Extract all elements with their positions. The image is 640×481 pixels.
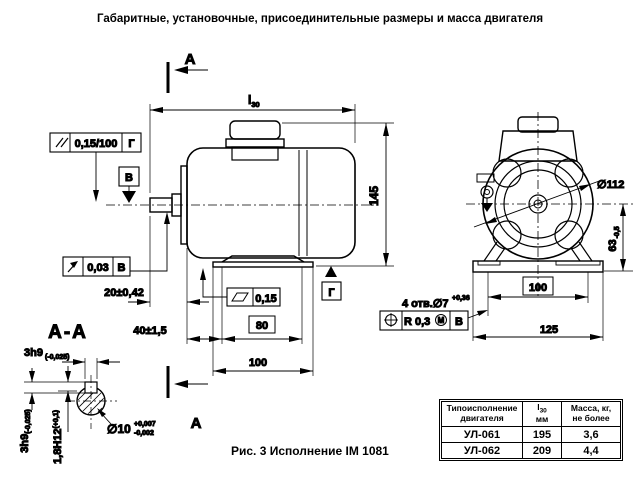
dim-l30-label	[248, 93, 260, 109]
table-row	[442, 443, 621, 459]
col-header-l30-sub: 30	[539, 407, 547, 415]
col-header-l30	[523, 402, 562, 427]
dim-20-label: 20±0,42	[104, 287, 144, 299]
cell-mass: 3,6	[562, 427, 621, 443]
dim-arrowhead-icon	[187, 336, 200, 342]
cell-l30: 195	[523, 427, 562, 443]
cut-label-top: А	[184, 51, 196, 68]
parallelism-value: 0,15/100	[74, 138, 118, 150]
position-tolerance-frame	[380, 295, 488, 330]
datum-triangle-icon	[122, 191, 136, 203]
dim-125-label: 125	[539, 324, 559, 336]
dim-arrowhead-icon	[65, 371, 71, 382]
dim-arrowhead-icon	[579, 184, 591, 191]
foot-plate	[213, 262, 313, 267]
flatness-value: 0,15	[255, 293, 277, 305]
table-row	[442, 427, 621, 443]
dim-arrowhead-icon	[485, 217, 497, 224]
dim-arrowhead-icon	[289, 336, 302, 342]
dim-arrowhead-icon	[575, 294, 588, 300]
dim-arrowhead-icon	[209, 336, 222, 342]
dim-63-tol: -0,5	[614, 226, 621, 239]
dim-arrowhead-icon	[473, 334, 486, 340]
keyway-depth-main: 1,8H12	[52, 428, 64, 464]
position-datum: В	[455, 316, 463, 328]
dim-100-side-label: 100	[248, 357, 268, 369]
section-aa-title: А-А	[48, 322, 88, 343]
dim-arrowhead-icon	[137, 299, 150, 305]
leader-arrowhead-icon	[93, 190, 99, 202]
flatness-icon	[232, 293, 248, 301]
flange-lobe	[493, 159, 521, 187]
dim-flange-diameter	[474, 179, 624, 227]
keyway-depth-label	[52, 410, 64, 464]
dim-arrowhead-icon	[29, 393, 35, 404]
dim-arrowhead-icon	[383, 253, 389, 266]
cell-type: УЛ-062	[442, 443, 523, 459]
runout-value: 0,03	[87, 262, 109, 274]
side-view-outline	[106, 121, 374, 267]
col-header-mass-line2: не более	[572, 413, 610, 423]
dim-63-label	[607, 226, 621, 251]
holes-note-tol: +0,36	[452, 295, 470, 302]
flange-lobe	[493, 221, 521, 249]
dim-axis-height	[604, 204, 633, 271]
datum-triangle-icon	[325, 266, 337, 277]
shaft-dia-tol-lower: -0,002	[134, 430, 154, 437]
dim-63-main: 63	[607, 239, 619, 252]
runout-tolerance-frame	[63, 212, 170, 276]
dim-arrowhead-icon	[488, 294, 501, 300]
dim-arrowhead-icon	[300, 368, 313, 374]
dim-arrowhead-icon	[590, 334, 603, 340]
terminal-box-neck	[232, 147, 278, 160]
key-width-tol: (-0,025)	[45, 354, 70, 361]
foot-support-line	[579, 242, 592, 261]
section-aa-view	[19, 322, 156, 464]
col-header-l30-main: l	[537, 402, 540, 413]
col-header-mass	[562, 402, 621, 427]
dim-100-front-label: 100	[528, 282, 548, 294]
key-height-main: 3h9	[19, 433, 31, 453]
holes-note-label: 4 отв.∅7	[402, 298, 449, 310]
dim-arrowhead-icon	[97, 359, 109, 365]
flatness-tolerance-frame	[200, 268, 280, 306]
col-header-type	[442, 402, 523, 427]
figure-caption: Рис. 3 Исполнение IM 1081	[231, 444, 389, 458]
dim-arrowhead-icon	[150, 107, 163, 113]
dim-arrowhead-icon	[620, 259, 626, 271]
dim-arrowhead-icon	[73, 359, 85, 365]
runout-icon	[70, 261, 78, 268]
dim-145-label: 145	[367, 185, 381, 207]
foot-support-line	[571, 248, 580, 261]
dim-l30-sub: 30	[251, 100, 260, 109]
cell-type: УЛ-061	[442, 427, 523, 443]
key-height-label	[19, 409, 32, 452]
col-header-l30-unit: мм	[535, 414, 549, 425]
col-header-mass-line1: Масса, кг,	[570, 403, 612, 414]
dim-40-label: 40±1,5	[133, 325, 167, 337]
cell-l30: 209	[523, 443, 562, 459]
flange-lobe	[555, 159, 583, 187]
dim-arrowhead-icon	[383, 123, 389, 136]
dim-arrowhead-icon	[222, 336, 235, 342]
motor-spec-table	[441, 401, 621, 459]
shaft-dia-tol-upper: +0,007	[134, 421, 156, 428]
datum-b-label: В	[125, 172, 133, 184]
material-modifier-letter: M	[437, 316, 445, 325]
dim-80-label: 80	[255, 320, 269, 332]
terminal-box-plate	[226, 139, 284, 147]
section-cut-bottom	[168, 366, 208, 432]
keyway-depth-tol: (+0,1)	[53, 410, 60, 429]
leader-line	[203, 271, 227, 297]
motor-body	[187, 148, 355, 258]
datum-b-flag	[119, 167, 139, 203]
dim-arrowhead-icon	[620, 204, 626, 216]
col-header-type-line1: Типоисполнение	[446, 403, 518, 414]
section-cut-top	[168, 51, 208, 93]
parallelism-datum: Г	[128, 138, 135, 150]
leader-arrowhead-icon	[164, 212, 170, 224]
key-height-tol: (-0,025)	[25, 409, 32, 434]
ground-screw-icon	[485, 190, 490, 195]
foot-support-line	[496, 248, 505, 261]
foot-riser	[222, 256, 304, 262]
flange-lobe	[555, 221, 583, 249]
cell-mass: 4,4	[562, 443, 621, 459]
dim-arrowhead-icon	[29, 371, 35, 382]
cut-label-bottom: А	[190, 415, 202, 432]
col-header-type-line2: двигателя	[460, 413, 504, 423]
foot-support-line	[484, 242, 497, 261]
front-view-outline	[466, 112, 634, 298]
dim-arrowhead-icon	[213, 368, 226, 374]
page-title: Габаритные, установочные, присоединительные размеры и масса двигателя	[96, 13, 544, 25]
hatch-line	[83, 393, 101, 411]
terminal-box-cap	[230, 121, 280, 139]
datum-g-flag	[322, 266, 341, 300]
dim-arrowhead-icon	[342, 107, 355, 113]
leader-arrowhead-icon	[200, 268, 206, 280]
dim-dia112-label: ∅112	[597, 179, 625, 191]
runout-datum: В	[117, 262, 126, 274]
dim-l30-main: l	[248, 93, 252, 107]
dim-arrowhead-icon	[187, 299, 200, 305]
table-header-row	[442, 402, 621, 427]
key-width-label: 3h9	[24, 347, 43, 359]
cut-arrowhead-icon	[174, 380, 188, 388]
position-value: R 0,3	[404, 316, 431, 328]
leader-line	[130, 216, 167, 271]
shaft-dia-label: ∅10	[107, 422, 131, 436]
datum-g-label: Г	[328, 287, 335, 299]
leader-arrowhead-icon	[477, 310, 488, 316]
ground-screw-icon	[481, 186, 493, 198]
